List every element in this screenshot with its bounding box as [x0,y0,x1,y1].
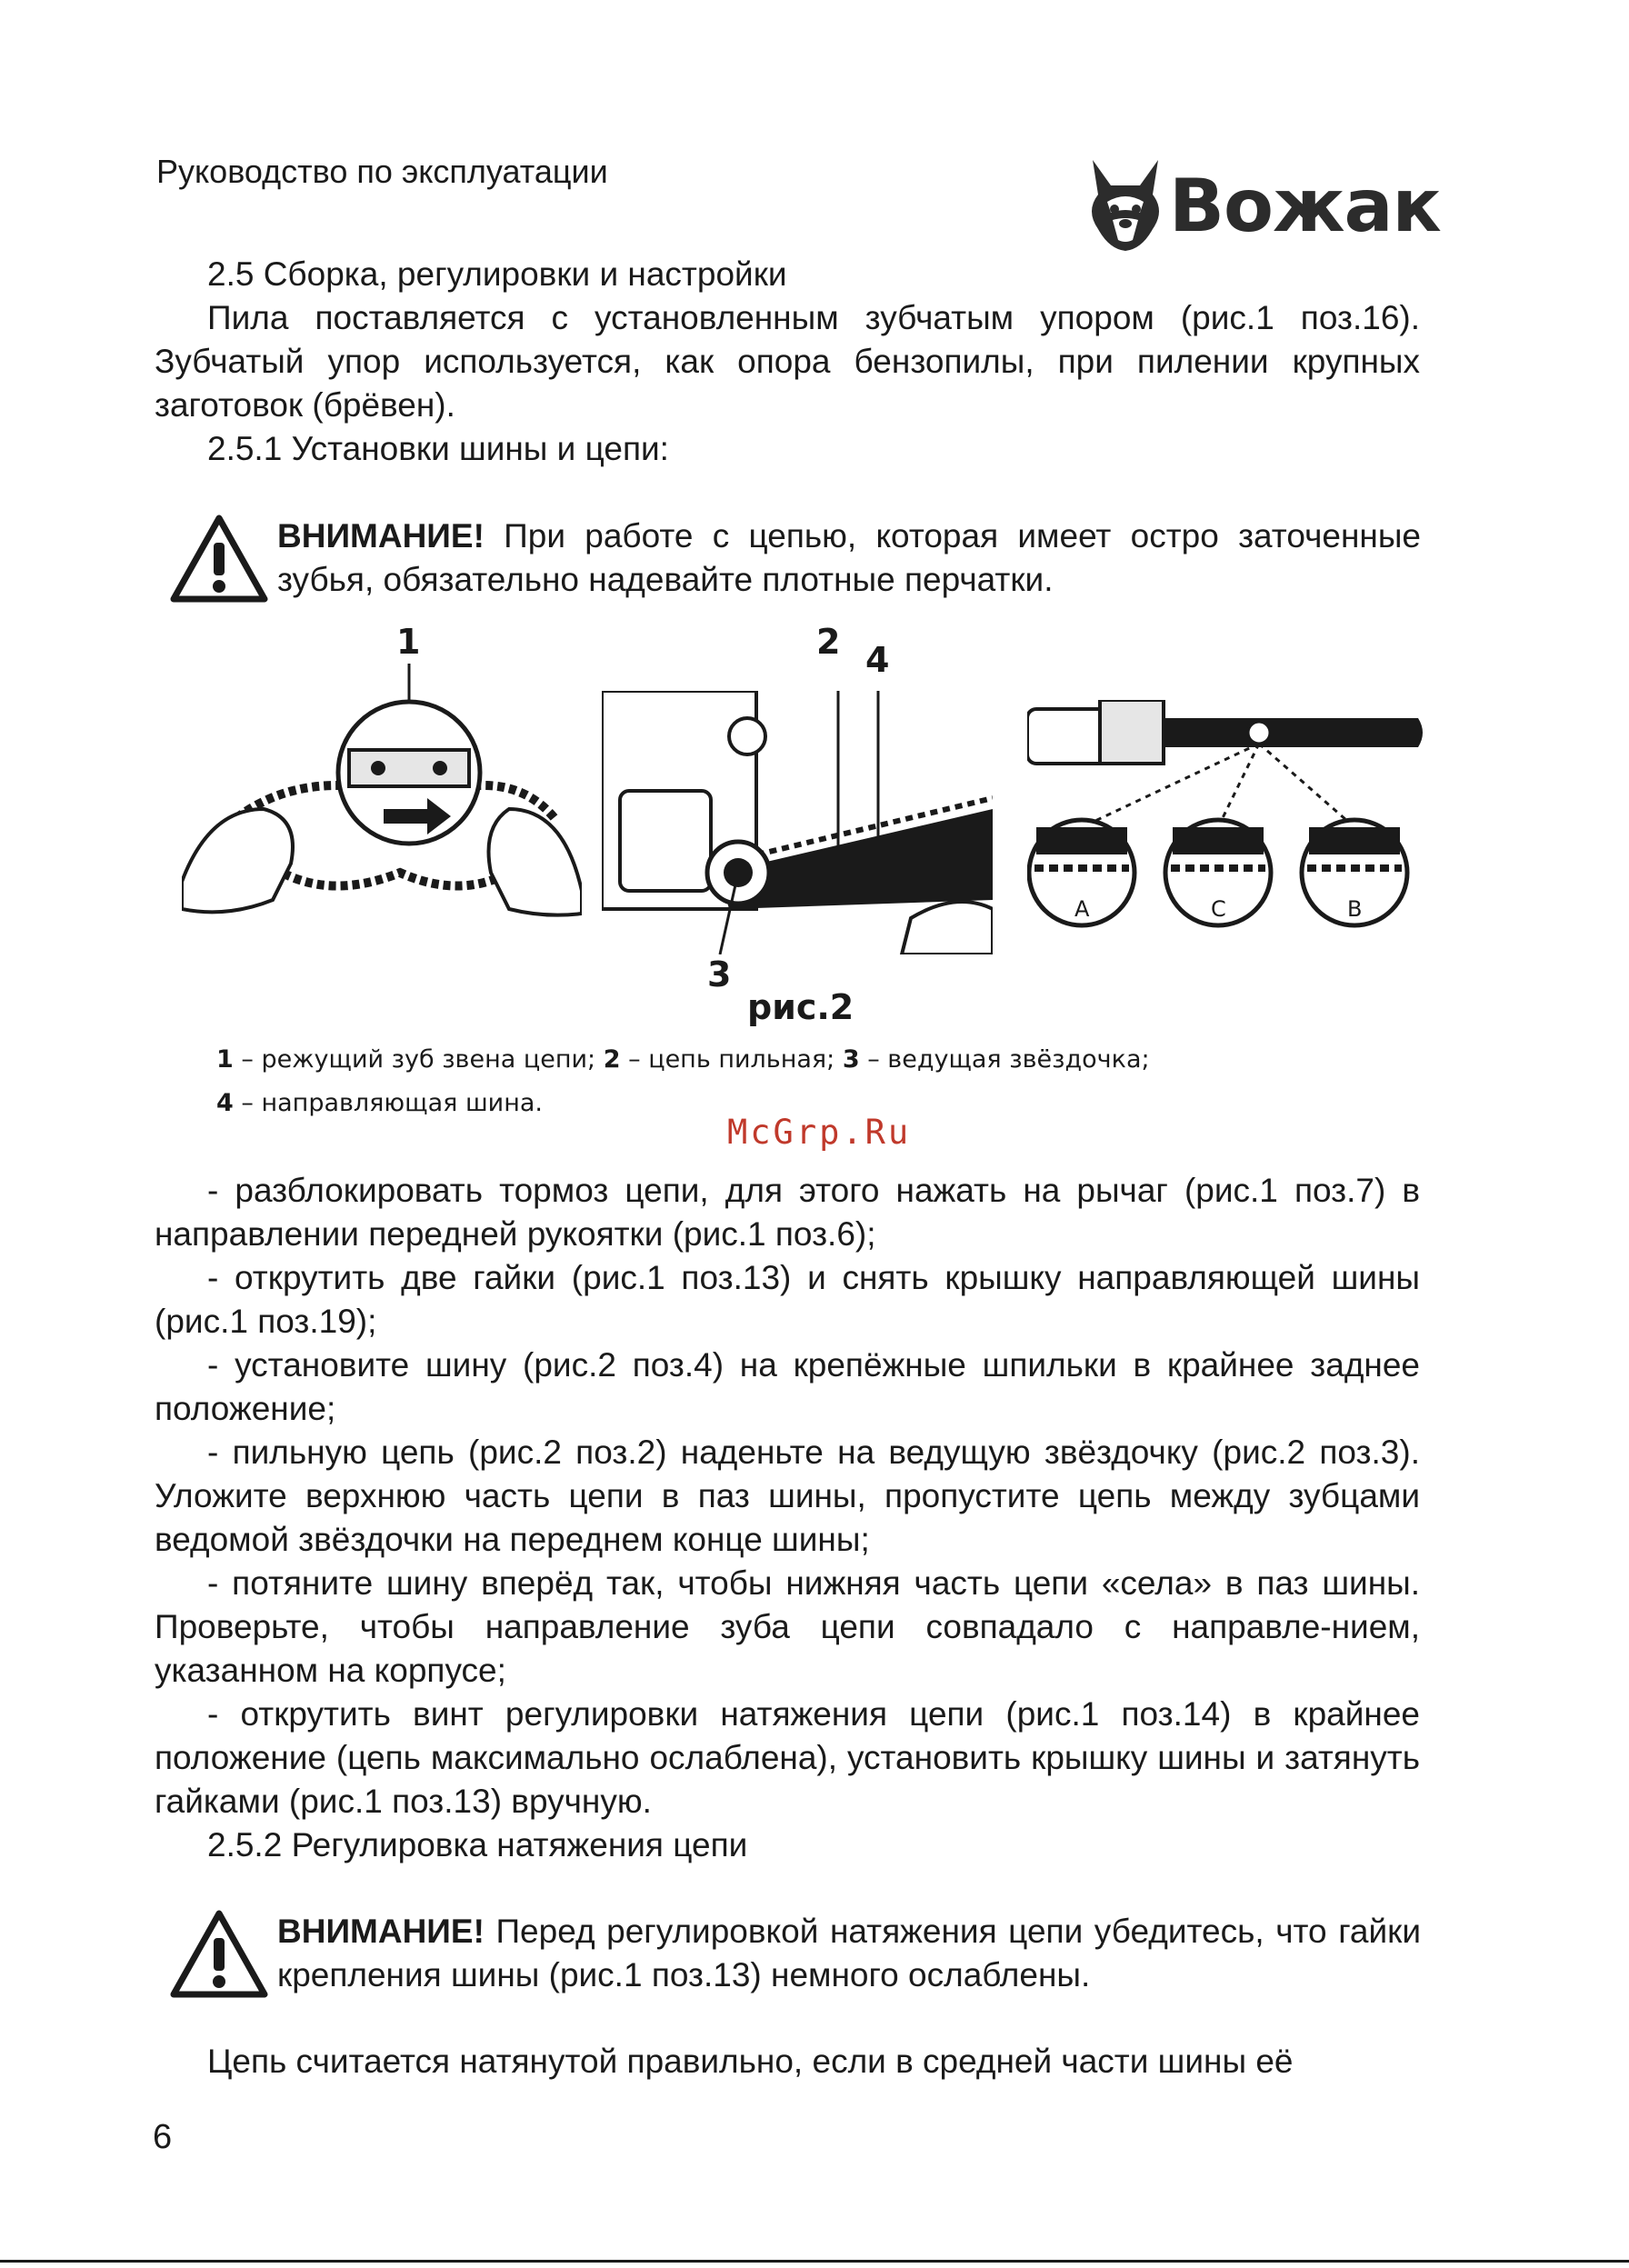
callout-2: 2 [816,622,841,662]
legend-num-2: 2 [603,1045,621,1074]
warning-1-text [277,515,1421,602]
warning-triangle-icon [169,1909,269,2000]
legend-text-1: – режущий зуб звена цепи; [233,1045,604,1074]
callout-1: 1 [396,622,421,662]
subsection-title-2: 2.5.2 Регулировка натяжения цепи [207,1826,748,1863]
callout-4: 4 [865,640,890,680]
document-header-title: Руководство по эксплуатации [156,153,608,190]
page-number: 6 [153,2118,173,2156]
legend-num-4: 4 [216,1089,234,1117]
figure-legend-line-2 [216,1089,543,1117]
detail-label-b: B [1347,896,1363,922]
warning-1-body: При работе с цепью, которая имеет остро заточенные зубья, обязательно надевайте плотные перчатки. [277,517,1421,598]
step-3: - установите шину (рис.2 поз.4) на крепёжные шпильки в крайнее заднее положение; [155,1346,1420,1427]
detail-label-a: A [1074,896,1090,922]
warning-2-body: Перед регулировкой натяжения цепи убедитесь, что гайки крепления шины (рис.1 поз.13) немного ослаблены. [277,1913,1421,1993]
legend-num-3: 3 [842,1045,860,1074]
figure-2 [182,618,1436,1018]
step-6: - открутить винт регулировки натяжения цепи (рис.1 поз.14) в крайнее положение (цепь максимально ослаблена), установить крышку шины и затянуть гайками (рис.1 поз.13) вручную. [155,1695,1420,1820]
figure-legend-line-1 [216,1045,1150,1074]
warning-1-label: ВНИМАНИЕ! [277,517,485,555]
intro-paragraph: Пила поставляется с установленным зубчатым упором (рис.1 поз.16). Зубчатый упор используется, как опора бензопилы, при пилении крупных заготовок (брёвен). [155,299,1420,424]
step-1: - разблокировать тормоз цепи, для этого нажать на рычаг (рис.1 поз.7) в направлении передней рукоятки (рис.1 поз.6); [155,1172,1420,1253]
warning-triangle-icon [169,514,269,604]
legend-text-3: – ведущая звёздочка; [859,1045,1150,1074]
legend-text-2: – цепь пильная; [620,1045,843,1074]
chain-in-hands-illustration [182,664,582,936]
step-2: - открутить две гайки (рис.1 поз.13) и снять крышку направляющей шины (рис.1 поз.19); [155,1259,1420,1340]
step-4: - пильную цепь (рис.2 поз.2) наденьте на ведущую звёздочку (рис.2 поз.3). Уложите верхнюю часть цепи в паз шины, пропустите цепь между зубцами ведомой звёздочки на переднем конце шины; [155,1434,1420,1558]
bottom-divider [0,2260,1629,2263]
warning-2-text [277,1910,1421,1997]
saw-bar-installation-illustration [602,691,993,954]
closing-paragraph: Цепь считается натянутой правильно, если в средней части шины её [207,2043,1294,2080]
section-title: 2.5 Сборка, регулировки и настройки [207,255,787,293]
brand-logo [1080,155,1441,255]
callout-3: 3 [707,954,732,994]
brand-name: Вожак [1169,164,1441,248]
warning-2-label: ВНИМАНИЕ! [277,1913,485,1950]
detail-label-c: C [1211,896,1226,922]
subsection-title-1: 2.5.1 Установки шины и цепи: [207,430,669,467]
figure-number: рис.2 [747,987,854,1027]
step-5: - потяните шину вперёд так, чтобы нижняя часть цепи «села» в паз шины. Проверьте, чтобы направление зуба цепи совпадало с направле-нием, указанном на корпусе; [155,1564,1420,1689]
legend-text-4: – направляющая шина. [233,1089,543,1117]
husky-logo-icon [1080,155,1171,255]
watermark: McGrp.Ru [727,1113,912,1152]
legend-num-1: 1 [216,1045,234,1074]
